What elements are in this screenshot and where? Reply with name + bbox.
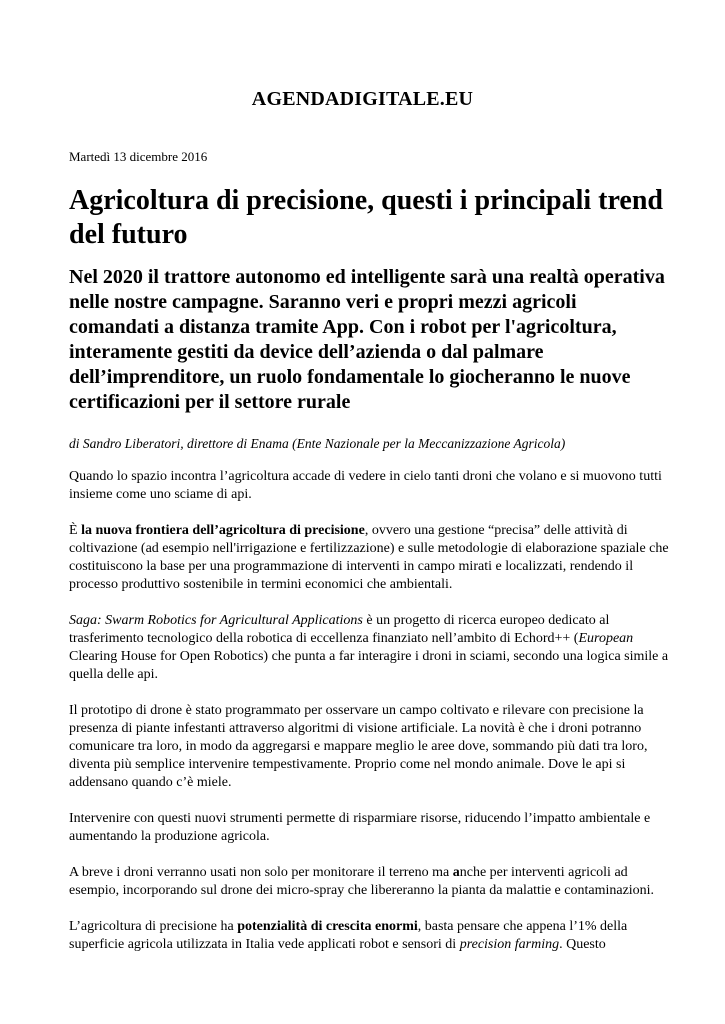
p6-bold: a: [452, 865, 460, 880]
p6-text-a: A breve i droni verranno usati non solo per monitorare il terreno ma: [69, 865, 453, 880]
p7-text-b: , basta pensare che appena l’1% della superficie agricola utilizzata in Italia vede applicati robot e sensori di: [69, 919, 628, 952]
p7-italic: precision farming: [459, 937, 560, 952]
p6-text-b: nche per interventi agricoli ad esempio, incorporando sul drone dei micro-spray che libereranno la pianta da malattie e contaminazioni.: [69, 865, 655, 898]
p2-text-a: È: [69, 523, 82, 538]
article-subtitle: Nel 2020 il trattore autonomo ed intelligente sarà una realtà operativa nelle nostre campagne. Saranno veri e propri mezzi agricoli comandati a distanza tramite App. Con i robot per l'agricoltura, interamente gestiti da device dell’azienda o dal palmare dell’imprenditore, un ruolo fondamentale lo giocheranno le nuove certificazioni per il settore rurale: [69, 266, 665, 413]
p3-text-b: Clearing House for Open Robotics) che punta a far interagire i droni in sciami, secondo una logica simile a quella delle api.: [69, 649, 669, 682]
p7-bold: potenzialità di crescita enormi: [237, 919, 418, 934]
article-title: Agricoltura di precisione, questi i principali trend del futuro: [69, 185, 663, 250]
paragraph-4: Il prototipo di drone è stato programmato per osservare un campo coltivato e rilevare con precisione la presenza di piante infestanti attraverso algoritmi di visione artificiale. La novità è che i droni potranno comunicare tra loro, in modo da aggregarsi e mappare meglio le aree dove, sommando più dati tra loro, diventa più semplice intervenire tempestivamente. Proprio come nel mondo animale. Dove le api si addensano quando c’è miele.: [69, 703, 648, 790]
article-byline: di Sandro Liberatori, direttore di Enama (Ente Nazionale per la Meccanizzazione Agricola): [69, 436, 566, 451]
p3-text-a: è un progetto di ricerca europeo dedicato al trasferimento tecnologico della robotica di eccellenza finanziato nell’ambito di Echord++ (: [69, 613, 610, 646]
paragraph-3: [69, 612, 669, 684]
site-name: AGENDADIGITALE.EU: [251, 88, 474, 110]
paragraph-5: Intervenire con questi nuovi strumenti permette di risparmiare risorse, riducendo l’impatto ambientale e aumentando la produzione agricola.: [69, 811, 651, 844]
p7-text-a: L’agricoltura di precisione ha: [69, 919, 238, 934]
p3-project-name: Saga: Swarm Robotics for Agricultural Applications: [69, 613, 363, 628]
paragraph-6: [69, 864, 669, 900]
paragraph-2: [69, 522, 669, 594]
paragraph-1: Quando lo spazio incontra l’agricoltura accade di vedere in cielo tanti droni che volano e si muovono tutti insieme come uno sciame di api.: [69, 469, 662, 502]
p7-text-c: . Questo: [559, 937, 606, 952]
p2-bold: la nuova frontiera dell’agricoltura di precisione: [81, 523, 365, 538]
article-date: Martedì 13 dicembre 2016: [69, 149, 208, 164]
paragraph-7: [69, 918, 669, 954]
article-body: [69, 468, 669, 972]
p2-text-b: , ovvero una gestione “precisa” delle attività di coltivazione (ad esempio nell'irrigazione e fertilizzazione) e sulle metodologie di elaborazione spaziale che costituiscono la base per una programmazione di interventi in campo mirati e localizzati, rendendo il processo produttivo sostenibile in termini economici che ambientali.: [69, 523, 669, 592]
p3-italic-european: European: [578, 631, 634, 646]
